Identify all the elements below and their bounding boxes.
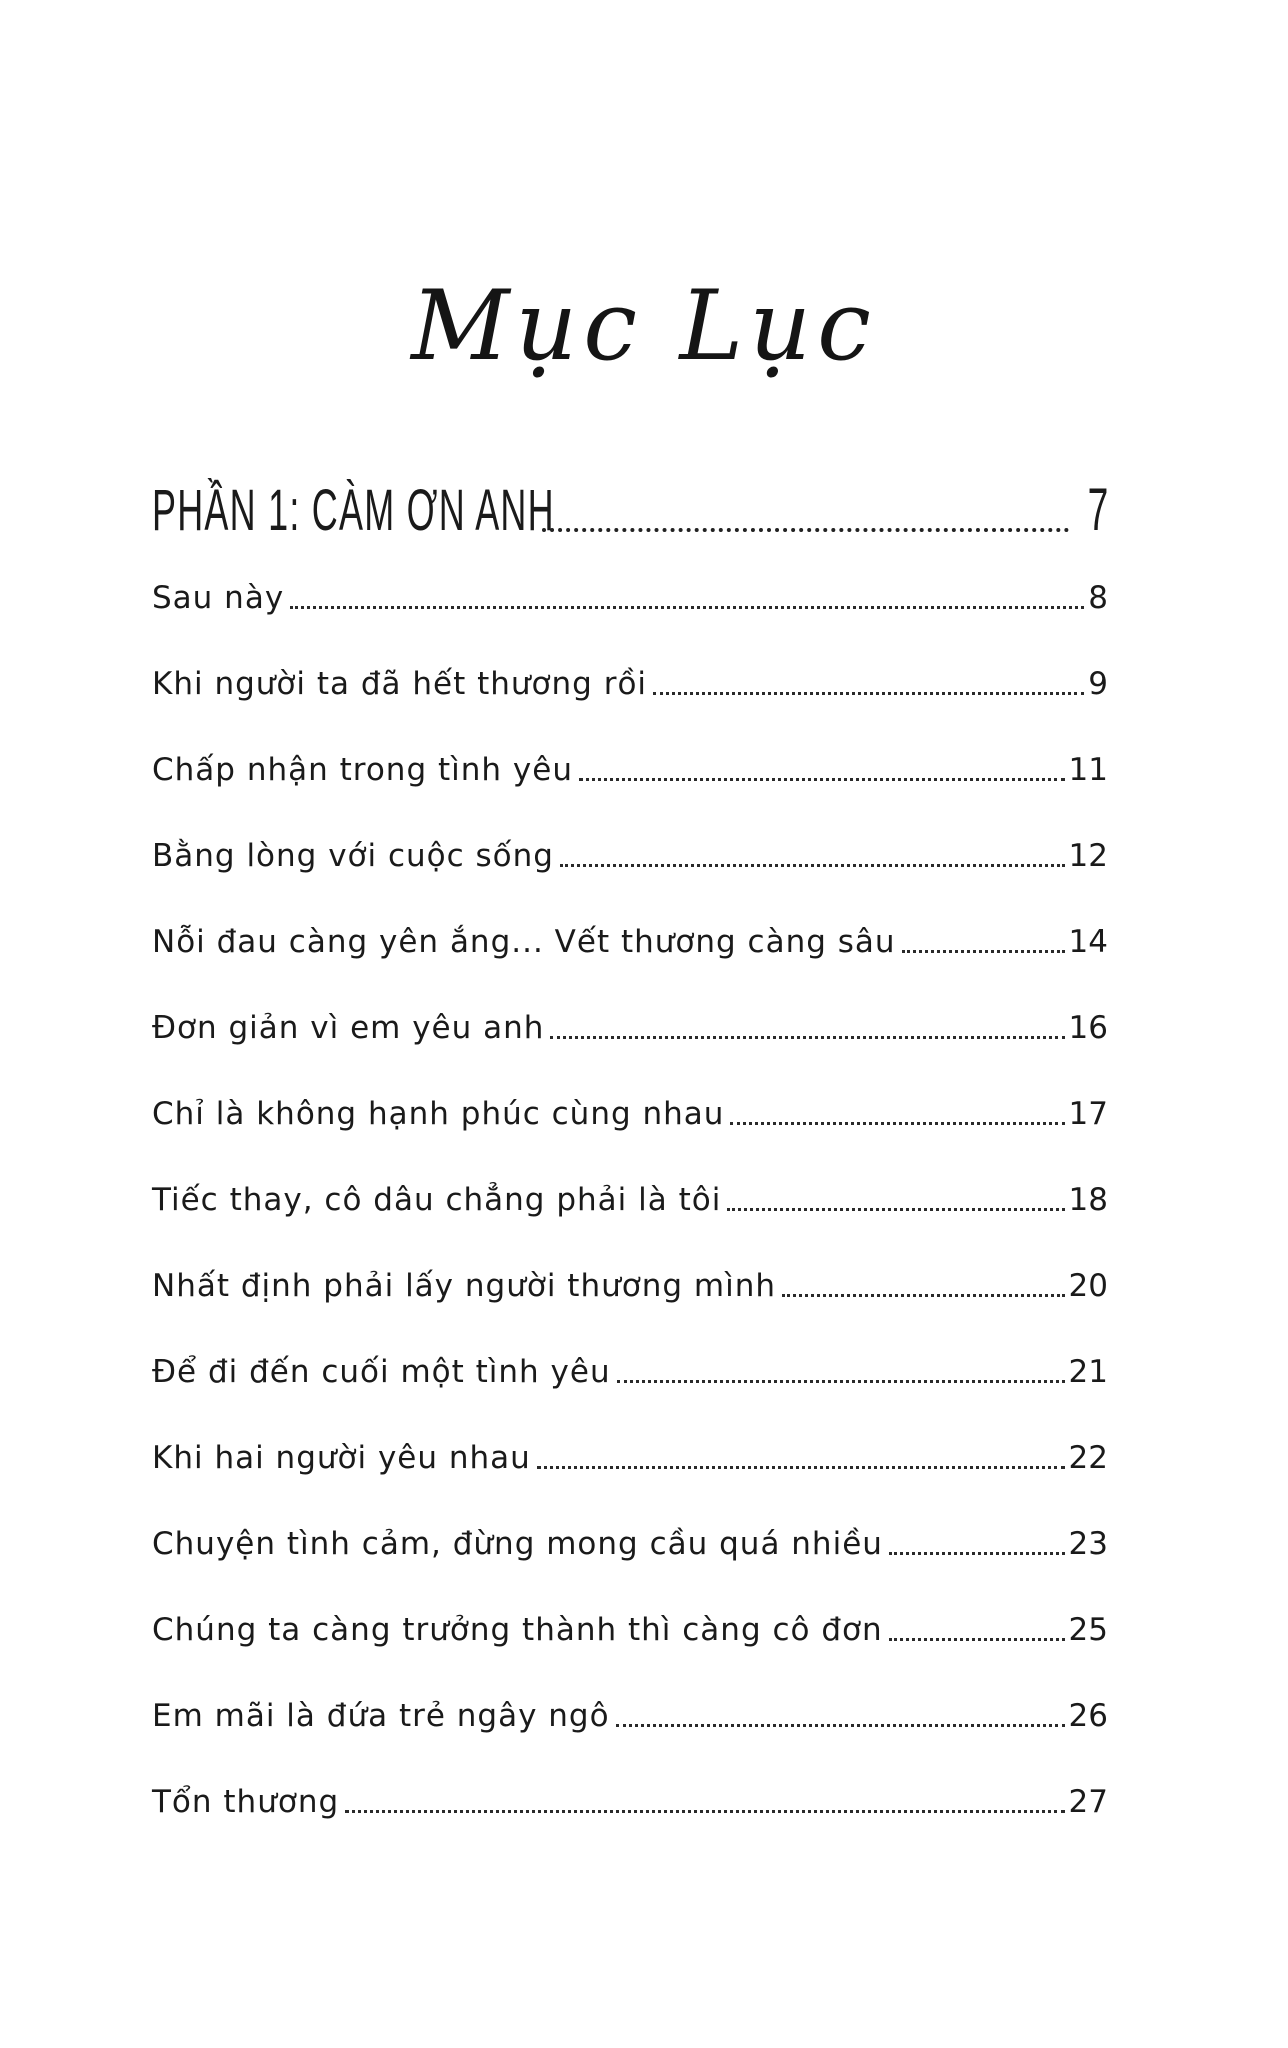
entry-title: Khi người ta đã hết thương rồi bbox=[152, 666, 648, 702]
dot-leader bbox=[550, 1036, 1064, 1039]
entry-page-number: 26 bbox=[1068, 1698, 1108, 1734]
entry-title: Chúng ta càng trưởng thành thì càng cô đơn bbox=[152, 1612, 883, 1648]
entry-title: Bằng lòng với cuộc sống bbox=[152, 838, 554, 874]
entry-title: Để đi đến cuối một tình yêu bbox=[152, 1354, 611, 1390]
dot-leader bbox=[782, 1294, 1065, 1297]
dot-leader bbox=[653, 692, 1084, 695]
entry-title: Nỗi đau càng yên ắng... Vết thương càng sâu bbox=[152, 924, 896, 960]
page-title: Mục Lục bbox=[411, 270, 877, 382]
entry-title: Sau này bbox=[152, 580, 285, 616]
section-page-number: 7 bbox=[1087, 476, 1108, 543]
dot-leader bbox=[345, 1810, 1064, 1813]
dot-leader bbox=[727, 1208, 1064, 1211]
entry-title: Em mãi là đứa trẻ ngây ngô bbox=[152, 1698, 610, 1734]
toc-entry bbox=[152, 1254, 1108, 1302]
entry-page-number: 11 bbox=[1068, 752, 1108, 788]
dot-leader bbox=[889, 1552, 1065, 1555]
toc-entry bbox=[152, 910, 1108, 958]
dot-leader bbox=[902, 950, 1065, 953]
entry-title: Khi hai người yêu nhau bbox=[152, 1440, 531, 1476]
entry-title: Chuyện tình cảm, đừng mong cầu quá nhiều bbox=[152, 1526, 883, 1562]
entry-title: Tiếc thay, cô dâu chẳng phải là tôi bbox=[152, 1182, 722, 1218]
dot-leader bbox=[730, 1122, 1064, 1125]
toc-entry bbox=[152, 738, 1108, 786]
toc-entry bbox=[152, 1684, 1108, 1732]
toc-entry bbox=[152, 652, 1108, 700]
entry-page-number: 8 bbox=[1088, 580, 1108, 616]
section-heading: PHẦN 1: CÀM ƠN ANH bbox=[152, 478, 555, 543]
entry-page-number: 20 bbox=[1068, 1268, 1108, 1304]
section-heading-row bbox=[152, 470, 1108, 543]
entry-page-number: 23 bbox=[1068, 1526, 1108, 1562]
entry-page-number: 22 bbox=[1068, 1440, 1108, 1476]
dot-leader bbox=[889, 1638, 1065, 1641]
entry-title: Tổn thương bbox=[152, 1784, 340, 1820]
dot-leader bbox=[616, 1724, 1065, 1727]
dot-leader bbox=[542, 528, 1069, 532]
toc-entry bbox=[152, 1770, 1108, 1818]
entry-title: Đơn giản vì em yêu anh bbox=[152, 1010, 545, 1046]
entry-page-number: 14 bbox=[1068, 924, 1108, 960]
entry-page-number: 17 bbox=[1068, 1096, 1108, 1132]
dot-leader bbox=[537, 1466, 1065, 1469]
entry-page-number: 12 bbox=[1068, 838, 1108, 874]
toc-entry bbox=[152, 1426, 1108, 1474]
toc-entry bbox=[152, 1340, 1108, 1388]
dot-leader bbox=[617, 1380, 1065, 1383]
entry-page-number: 25 bbox=[1068, 1612, 1108, 1648]
entry-page-number: 21 bbox=[1068, 1354, 1108, 1390]
toc-entry bbox=[152, 1082, 1108, 1130]
toc-entry bbox=[152, 1168, 1108, 1216]
toc-entry bbox=[152, 996, 1108, 1044]
entry-title: Chỉ là không hạnh phúc cùng nhau bbox=[152, 1096, 725, 1132]
toc-entry bbox=[152, 824, 1108, 872]
entry-page-number: 27 bbox=[1068, 1784, 1108, 1820]
entry-page-number: 18 bbox=[1068, 1182, 1108, 1218]
dot-leader bbox=[560, 864, 1065, 867]
entry-title: Chấp nhận trong tình yêu bbox=[152, 752, 573, 788]
dot-leader bbox=[290, 606, 1084, 609]
entry-page-number: 9 bbox=[1088, 666, 1108, 702]
entry-title: Nhất định phải lấy người thương mình bbox=[152, 1268, 776, 1304]
dot-leader bbox=[579, 778, 1065, 781]
entry-page-number: 16 bbox=[1068, 1010, 1108, 1046]
toc-entry bbox=[152, 566, 1108, 614]
toc-entry bbox=[152, 1598, 1108, 1646]
toc-entry bbox=[152, 1512, 1108, 1560]
